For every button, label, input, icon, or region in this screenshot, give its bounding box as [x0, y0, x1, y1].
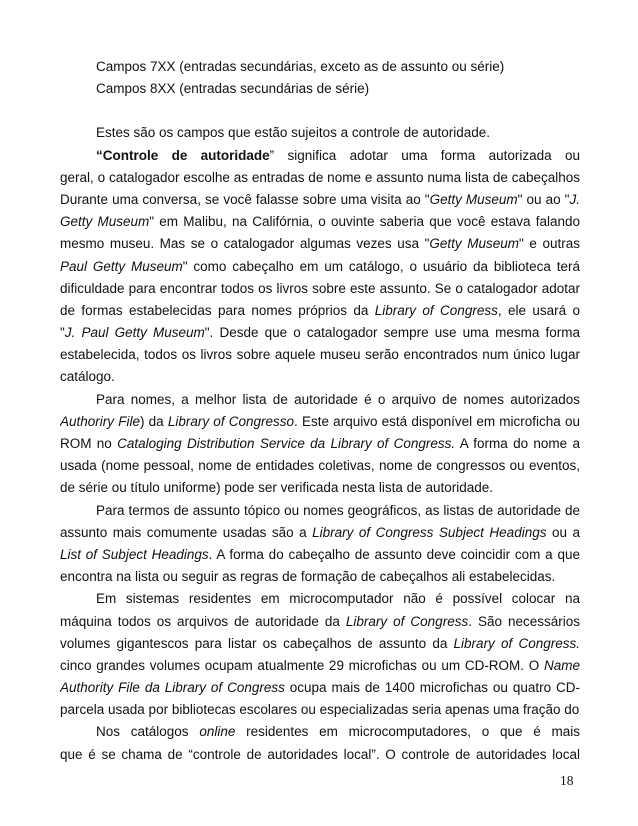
paragraph-line: Authoriry File) da Library of Congresso. Este arquivo está disponível em microficha ou [60, 413, 580, 429]
page-number: 18 [560, 773, 574, 788]
paragraph-line: geral, o catalogador escolhe as entradas de nome e assunto numa lista de cabeçalhos [60, 169, 580, 185]
paragraph-line: mesmo museu. Mas se o catalogador algumas vezes usa "Getty Museum" e outras [60, 236, 580, 252]
paragraph-line: Paul Getty Museum" como cabeçalho em um catálogo, o usuário da biblioteca terá [60, 258, 580, 274]
paragraph-line: cinco grandes volumes ocupam atualmente 29 microfichas ou um CD-ROM. O Name [60, 657, 580, 673]
paragraph-line: ROM no Cataloging Distribution Service da Library of Congress. A forma do nome a [60, 436, 580, 452]
paragraph-line: Getty Museum" em Malibu, na Califórnia, o ouvinte saberia que você estava falando [60, 214, 580, 230]
paragraph-line: volumes gigantescos para listar os cabeçalhos de assunto da Library of Congress. [60, 635, 580, 651]
paragraph-line: de série ou título uniforme) pode ser verificada nesta lista de autoridade. [60, 480, 494, 496]
paragraph-line: Nos catálogos online residentes em microcomputadores, o que é mais [96, 724, 580, 740]
paragraph-line: "J. Paul Getty Museum". Desde que o catalogador sempre use uma mesma forma [60, 325, 580, 341]
paragraph-line: dificuldade para encontrar todos os livros sobre este assunto. Se o catalogador adotar [60, 280, 580, 296]
paragraph-line: Para termos de assunto tópico ou nomes geográficos, as listas de autoridade de [96, 502, 580, 518]
paragraph-line: catálogo. [60, 369, 115, 385]
intro-line: Estes são os campos que estão sujeitos a controle de autoridade. [96, 125, 490, 141]
document-page [60, 56, 580, 766]
paragraph-line: parcela usada por bibliotecas escolares ou especializadas seria apenas uma fração do [60, 702, 580, 718]
paragraph-line: Para nomes, a melhor lista de autoridade é o arquivo de nomes autorizados [96, 391, 580, 407]
paragraph-line: máquina todos os arquivos de autoridade da Library of Congress. São necessários [60, 613, 580, 629]
field-line: Campos 7XX (entradas secundárias, exceto as de assunto ou série) [96, 59, 505, 74]
paragraph-line: estabelecida, todos os livros sobre aquele museu serão encontrados num único lugar [60, 347, 580, 363]
field-line: Campos 8XX (entradas secundárias de série) [96, 81, 370, 97]
paragraph-line: assunto mais comumente usadas são a Library of Congress Subject Headings ou a [60, 524, 580, 540]
paragraph-line: encontra na lista ou seguir as regras de formação de cabeçalhos ali estabelecidas. [60, 569, 556, 585]
paragraph-line: usada (nome pessoal, nome de entidades coletivas, nome de congressos ou eventos, [60, 458, 580, 474]
paragraph-line: que é se chama de “controle de autoridades local”. O controle de autoridades local [60, 746, 580, 762]
paragraph-line: de formas estabelecidas para nomes próprios da Library of Congress, ele usará o [60, 302, 580, 318]
paragraph-line: Authority File da Library of Congress ocupa mais de 1400 microfichas ou quatro CD- [60, 680, 580, 696]
paragraph-line: “Controle de autoridade” significa adotar uma forma autorizada ou [96, 147, 580, 163]
paragraph-line: Durante uma conversa, se você falasse sobre uma visita ao "Getty Museum" ou ao "J. [60, 191, 580, 207]
paragraph-line: Em sistemas residentes em microcomputador não é possível colocar na [96, 591, 580, 607]
paragraph-line: List of Subject Headings. A forma do cabeçalho de assunto deve coincidir com a que [60, 546, 580, 562]
